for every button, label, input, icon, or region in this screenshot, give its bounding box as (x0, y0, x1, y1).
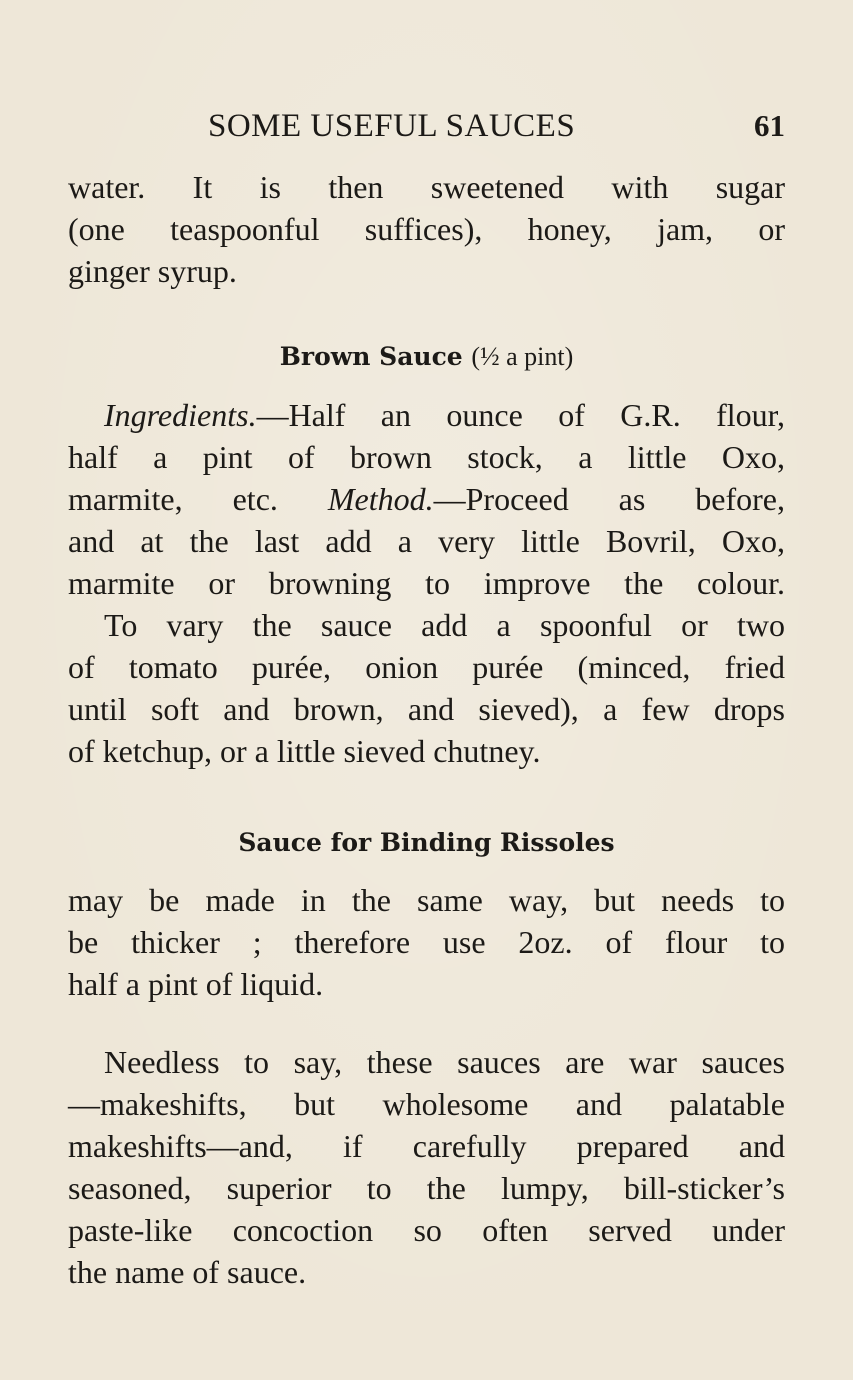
text-line: marmite or browning to improve the colour. (68, 565, 785, 601)
text-line: be thicker ; therefore use 2oz. of flour to (68, 924, 785, 960)
paragraph-closing (68, 1041, 785, 1293)
heading-title: Brown Sauce (279, 342, 463, 371)
heading-title: Sauce for Binding Rissoles (238, 828, 615, 857)
running-head (68, 108, 785, 152)
text-line: water. It is then sweetened with sugar (68, 169, 785, 205)
text-line: half a pint of liquid. (68, 966, 324, 1002)
heading-amount: (½ a pint) (471, 342, 574, 371)
paragraph-binding-sauce (68, 879, 785, 1005)
text-line: To vary the sauce add a spoonful or two (104, 607, 785, 643)
section-heading-brown-sauce (68, 342, 785, 372)
text-line: may be made in the same way, but needs to (68, 882, 785, 918)
paragraph-brown-sauce (68, 394, 785, 772)
section-heading-binding-sauce (68, 828, 785, 857)
ingredients-text: —Half an ounce of G.R. flour, (256, 397, 785, 433)
text-line: of tomato purée, onion purée (minced, fried (68, 649, 785, 685)
text-line: half a pint of brown stock, a little Oxo, (68, 439, 785, 475)
text-line (68, 394, 785, 436)
running-head-title: SOME USEFUL SAUCES (208, 108, 576, 144)
method-text: —Proceed as before, (433, 481, 786, 517)
method-prefix: marmite, etc. (68, 481, 328, 517)
text-line (68, 478, 785, 520)
page-number: 61 (754, 108, 785, 143)
text-line: and at the last add a very little Bovril, Oxo, (68, 523, 785, 559)
method-label: Method. (327, 481, 434, 517)
text-line: ginger syrup. (68, 253, 237, 289)
ingredients-label: Ingredients. (104, 397, 257, 433)
paragraph-intro (68, 166, 785, 292)
text-line: until soft and brown, and sieved), a few drops (68, 691, 785, 727)
text-line: seasoned, superior to the lumpy, bill-sticker’s (68, 1170, 785, 1206)
text-line: Needless to say, these sauces are war sauces (104, 1044, 785, 1080)
text-line: makeshifts—and, if carefully prepared and (68, 1128, 785, 1164)
text-line: paste-like concoction so often served under (68, 1212, 785, 1248)
text-line: —makeshifts, but wholesome and palatable (68, 1086, 785, 1122)
text-line: of ketchup, or a little sieved chutney. (68, 733, 541, 769)
text-line: the name of sauce. (68, 1254, 307, 1290)
text-line: (one teaspoonful suffices), honey, jam, or (68, 211, 785, 247)
